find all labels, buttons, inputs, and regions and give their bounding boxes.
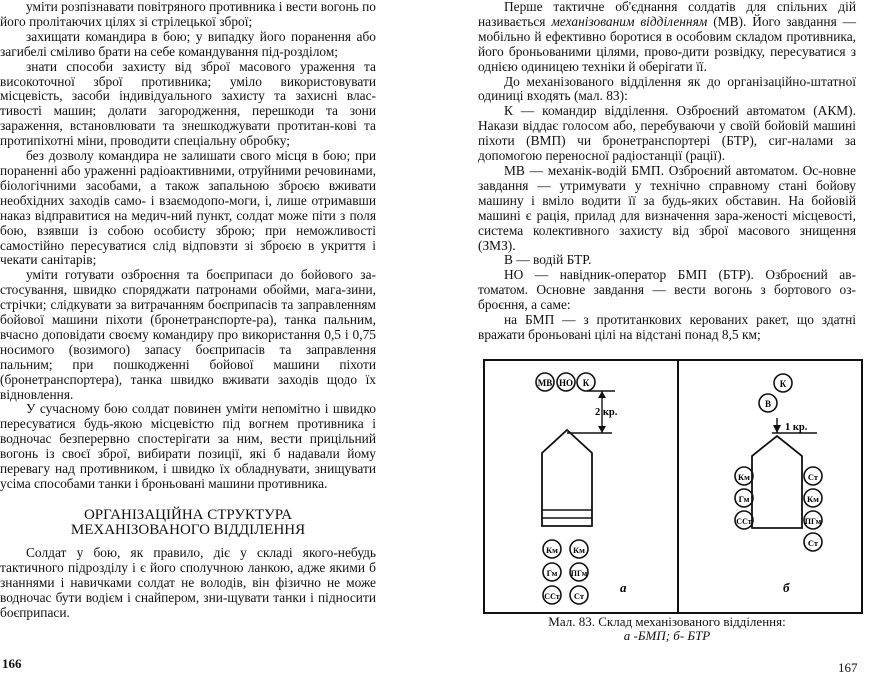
paragraph: К — командир відділення. Озброєний автоматом (АКМ). Накази віддає голосом або, перебуваючи у своїй бойовій машині піхоти (ВМП) чи бронетранспортері (БТР), сиг-налами за допомогою переносної радіостанції (рації). <box>478 103 856 164</box>
section-heading <box>0 508 376 538</box>
crew-label: Ст <box>807 472 819 482</box>
soldier-v-label: В <box>764 399 772 409</box>
distance-label-b: 1 кр. <box>785 422 808 433</box>
squad-formation-figure <box>482 358 866 620</box>
paragraph: Солдат у бою, як правило, діє у складі якого-небудь тактичного підрозділу і є його сполучною ланкою, адже якими б знаннями і навичками солдат не володів, він фізично не може водночас бути водієм і снайпером, зни-щувати танки і підносити боєприпаси. <box>0 544 376 620</box>
soldier-k-label: К <box>582 378 590 388</box>
crew-label: Км <box>807 494 819 504</box>
paragraph: В — водій БТР. <box>504 252 592 268</box>
page-number-left: 166 <box>2 656 22 671</box>
term-emphasis: механізованим відділенням <box>551 13 708 29</box>
crew-label: Ст <box>807 538 819 548</box>
soldier-k-label: К <box>779 379 787 389</box>
text-run: Перше тактичне об'єднання солдатів для спільних дій називається <box>478 0 856 29</box>
crew-label: Км <box>738 472 750 482</box>
right-page-column <box>478 0 856 343</box>
section-heading-line2: МЕХАНІЗОВАНОГО ВІДДІЛЕННЯ <box>70 521 306 538</box>
paragraph: До механізованого відділення як до організаційно-штатної одиниці входять (мал. 83): <box>478 73 856 104</box>
figure-caption <box>482 615 852 643</box>
crew-label: Ст <box>573 591 585 601</box>
text-run: (МВ). Його завдання — мобільно й ефективно боротися в особовим складом противника, його броньованими цілями, прово-дити розвідку, пересуватися з однією одиницею техніки й оберігати її. <box>478 13 856 74</box>
paragraph: МВ — механік-водій БМП. Озброєний автоматом. Ос-новне завдання — утримувати у технічно справному стані бойову машину і вміло водити її за будь-яких обставин. На бойовій машині є рація, прилад для визначення зара-женості місцевості, система колективного захисту від зброї масового знищення (ЗМЗ). <box>478 162 856 253</box>
crew-label: Гм <box>738 494 750 504</box>
soldier-mv-label: МВ <box>537 378 553 388</box>
paragraph: У сучасному бою солдат повинен уміти непомітно і швидко пересуватися будь-якою місцевістю під вогнем противника і водночас безперервно спостерігати за ним, вести прицільний вогонь із своєї зброї, вибирати позиції, які б надавали йому перевагу над противником, і швидко їх обладнувати, знищувати усіма способами танки і броньовані машини противника. <box>0 401 376 491</box>
section-heading-line1: ОРГАНІЗАЦІЙНА СТРУКТУРА <box>83 506 293 523</box>
paragraph: НО — навідник-оператор БМП (БТР). Озброєний ав-томатом. Основне завдання — вести вогонь з бортового оз-броєння, а саме: <box>478 267 856 313</box>
distance-label-a: 2 кр. <box>595 407 618 418</box>
panel-a-label: а <box>620 580 627 595</box>
crew-label: Км <box>546 545 558 555</box>
paragraph: захищати командира в бою; у випадку його поранення або загибелі сміливо брати на себе командування під-розділом; <box>0 28 376 59</box>
crew-label: ССт <box>736 517 752 526</box>
paragraph: знати способи захисту від зброї масового ураження та високоточної зброї противника; уміло використовувати місцевість, засоби індивідуального захисту та захисні влас-тивості машин; долати загородження, перешкоди та зони зараження, встановлювати та знешкоджувати протитан-кові та протипіхотні міни, проводити спеціальну обробку; <box>0 58 376 149</box>
bmp-vehicle-outline <box>542 430 592 526</box>
arrow-head-up <box>598 391 606 398</box>
crew-label: ПГм <box>570 569 588 578</box>
paragraph: на БМП — з протитанкових керованих ракет, що здатні вражати броньовані цілі на відстані понад 8,5 км; <box>478 312 856 342</box>
page-number-right: 167 <box>838 660 858 675</box>
crew-label: Гм <box>546 568 558 578</box>
panel-b <box>735 374 822 595</box>
crew-label: ПГм <box>804 517 822 526</box>
paragraph: без дозволу командира не залишати свого місця в бою; при пораненні або ураженні радіоактивними, отруйними речовинами, біологічними засобами, а також запальною зброєю вживати необхідних заходів само- і взаємодопо-моги, і, лише отримавши наказ відправитися на медич-ний пункт, солдат може піти з поля бою, взявши із собою особисту зброю; при неможливості самостійно пересуватися слід відповзти зі зброєю в укриття і чекати санітарів; <box>0 148 376 268</box>
figure-frame <box>484 360 862 613</box>
panel-b-label: б <box>783 580 790 595</box>
paragraph: уміти розпізнавати повітряного противника і вести вогонь по його пролітаючих цілях зі стрілецької зброї; <box>0 0 376 29</box>
crew-label: Км <box>573 545 585 555</box>
caption-line2: а -БМП; б- БТР <box>623 628 711 643</box>
soldier-no-label: НО <box>558 378 574 388</box>
btr-vehicle-outline <box>752 436 802 528</box>
paragraph: уміти готувати озброєння та боєприпаси до бойового за-стосування, швидко споряджати патронами обойми, мага-зини, стрічки; слідкувати за витрачанням боєприпасів та заправленням бойової машини піхоти (бронетранспорте-ра), танка пальним, вчасно доповідати своєму командиру про використання 0,5 і 0,75 носимого (возимого) запасу боєприпасів та заправлення пальним; при пошкодженні бойової машини піхоти (бронетранспортера), танка швидко вживати заходів щодо їх відновлення. <box>0 267 376 402</box>
crew-label: ССт <box>544 592 560 601</box>
paragraph <box>478 0 856 75</box>
arrow-head-down <box>598 426 606 433</box>
arrow-head-down <box>773 425 781 433</box>
caption-line1: Мал. 83. Склад механізованого відділення: <box>548 614 786 629</box>
left-page-column <box>0 0 376 620</box>
panel-a <box>536 373 627 604</box>
